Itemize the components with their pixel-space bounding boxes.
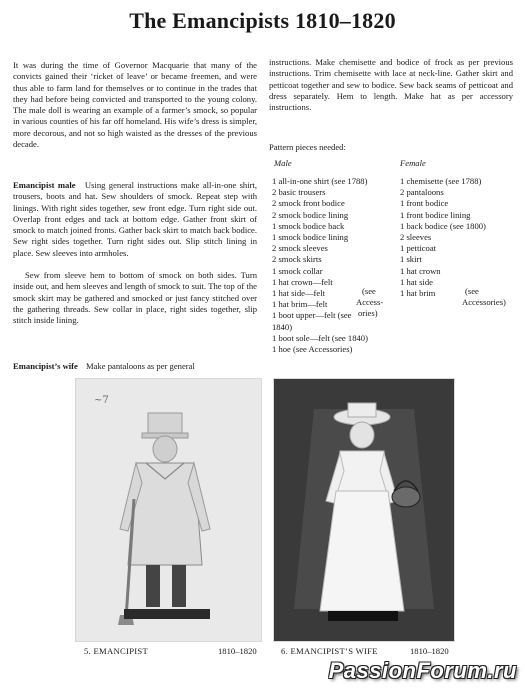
emancipists-wife-photo	[273, 378, 455, 642]
list-item: 1 hoe (see Accessories)	[272, 344, 353, 355]
male-instructions	[13, 180, 257, 259]
male-text: Using general instructions make all-in-one shirt, trousers, boots and hat. Sew shoulders of smock. Repeat step with linings. With right sides together, sew front edge. Turn right side out. Overlap front edges and tack at bottom edge. Gather front skirt of smock to match joined fronts. Gather back skirt to match back bodice. Sew right sides together. Turn right sides out. Slip stitch lining in place. Sew sleeves into armholes.	[13, 180, 257, 258]
emancipists-wife-doll-illustration	[274, 379, 454, 641]
male-instructions-2: Sew from sleeve hem to bottom of smock on both sides. Turn inside out, and hem sleeves and length of smock to suit. The top of the smock skirt may be gathered and smocked or just fancy stitched over the gathering threads. Sew collar in place, right sides together, slip stitch inside lining.	[13, 270, 257, 326]
photo1-caption: 5. EMANCIPIST	[84, 646, 149, 656]
list-item: 1 boot sole—felt (see 1840)	[272, 332, 368, 343]
list-item: 2 smock skirts	[272, 254, 322, 265]
see-note-a: (see	[362, 286, 376, 296]
list-item: 1 front bodice lining	[400, 209, 471, 220]
photo2-date: 1810–1820	[410, 646, 449, 656]
list-item: 1 hat brim—felt	[272, 299, 328, 310]
list-item: 1 hat brim	[400, 288, 436, 299]
right-column-text: instructions. Make chemisette and bodice of frock as per previous instructions. Trim chemisette with lace at neck-line. Gather skirt and petticoat together and sew to bodice. Sew back seams of petticoat and dress separately. Hem to length. Make hat as per accessory instructions.	[269, 57, 513, 113]
list-item: 1 smock collar	[272, 265, 323, 276]
list-item: 1 back bodice (see 1800)	[400, 220, 486, 231]
female-label: Female	[400, 158, 426, 168]
emancipist-doll-illustration	[76, 379, 261, 641]
emancipist-photo	[75, 378, 262, 642]
watermark: PassionForum.ru	[328, 658, 517, 683]
list-item: 1 all-in-one shirt (see 1788)	[272, 176, 368, 186]
male-heading: Emancipist male	[13, 180, 76, 190]
list-item: 2 smock sleeves	[272, 243, 328, 254]
list-item: 1 smock bodice back	[272, 220, 345, 231]
list-item: 1 hat side	[400, 276, 433, 287]
list-item: 1 front bodice	[400, 198, 449, 209]
photo-marks: ~7	[94, 395, 109, 406]
list-item: 2 sleeves	[400, 232, 432, 243]
intro-paragraph: It was during the time of Governor Macquarie that many of the convicts gained their ‘ricket of leave’ or became freemen, and were thus able to farm land for themselves or to continue in the trades that they had before being convicted and transported to the young colony. The male doll is wearing an example of a farmer’s smock, so popular in various counties of his far off homeland. His wife’s dress is simpler, more decorous, and not so high waisted as the dresses of the previous decade.	[13, 60, 257, 150]
list-item: 2 smock bodice lining	[272, 209, 349, 220]
see-note-d: (see	[465, 286, 479, 296]
list-item: 1840)	[272, 321, 293, 332]
female-pieces-list	[400, 176, 486, 299]
list-item: 2 smock front bodice	[272, 198, 345, 209]
wife-text: Make pantaloons as per general	[86, 361, 195, 371]
pattern-pieces-heading: Pattern pieces needed:	[269, 142, 346, 152]
list-item: 1 boot upper—felt (see	[272, 310, 352, 321]
male-pieces-list	[272, 176, 368, 355]
see-note-e: Accessories)	[462, 297, 506, 307]
list-item: 1 hat crown—felt	[272, 276, 333, 287]
list-item: 1 skirt	[400, 254, 422, 265]
list-item: 1 smock bodice lining	[272, 232, 349, 243]
wife-instructions	[13, 361, 257, 372]
list-item: 1 hat crown	[400, 265, 441, 276]
see-note-c: ories)	[358, 308, 378, 318]
list-item: 1 petticoat	[400, 243, 437, 254]
photo2-caption: 6. EMANCIPIST’S WIFE	[281, 646, 378, 656]
page-title: The Emancipists 1810–1820	[129, 8, 396, 33]
photo1-date: 1810–1820	[218, 646, 257, 656]
wife-heading: Emancipist’s wife	[13, 361, 78, 371]
see-note-b: Access-	[356, 297, 384, 307]
list-item: 1 hat side—felt	[272, 288, 325, 299]
list-item: 2 pantaloons	[400, 187, 444, 198]
male-label: Male	[274, 158, 292, 168]
list-item: 2 basic trousers	[272, 187, 326, 198]
list-item: 1 chemisette (see 1788)	[400, 176, 482, 186]
